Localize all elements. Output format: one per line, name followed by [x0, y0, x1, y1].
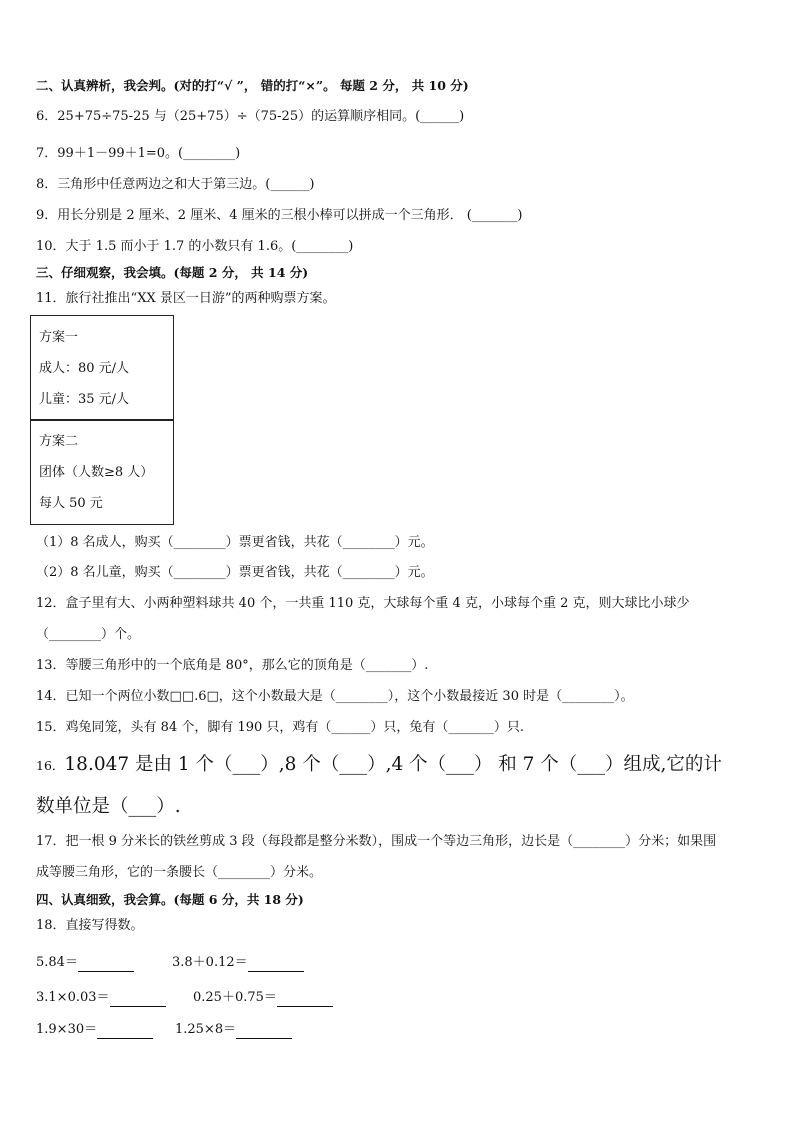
question-16-line-1 [36, 754, 722, 777]
question-8: 8．三角形中任意两边之和大于第三边。(______) [36, 177, 315, 192]
question-17-line-2: 成等腰三角形，它的一条腰长（________）分米。 [36, 865, 323, 880]
plan-one-title: 方案一 [39, 330, 79, 345]
question-17-line-1: 17．把一根 9 分米长的铁丝剪成 3 段（每段都是整分米数），围成一个等边三角形，边长是（________）分米；如果围 [36, 834, 717, 849]
question-12-line-1: 12．盒子里有大、小两种塑料球共 40 个，一共重 110 克，大球每个重 4 克，小球每个重 2 克，则大球比小球少 [36, 596, 690, 611]
section2-heading: 二、认真辨析，我会判。(对的打“√ ”， 错的打“×”。 每题 2 分， 共 10 分) [36, 78, 469, 93]
calc-1 [36, 955, 134, 972]
question-16-number: 16． [36, 758, 65, 773]
calc-4 [193, 990, 333, 1007]
plan-two-group-condition: 团体（人数≥8 人） [39, 465, 154, 480]
plan-one-adult-price: 成人：80 元/人 [39, 361, 130, 376]
question-15: 15．鸡兔同笼，头有 84 个，脚有 190 只，鸡有（______）只，兔有（_______）只. [36, 720, 525, 735]
plan-two-box [30, 419, 174, 525]
question-11-part-1: （1）8 名成人，购买（________）票更省钱，共花（________）元。 [36, 535, 434, 550]
calc-1-expr: 5.84＝ [36, 955, 78, 970]
calc-5 [36, 1022, 153, 1039]
plan-two-title: 方案二 [39, 434, 79, 449]
calc-3 [36, 990, 166, 1007]
question-14: 14．已知一个两位小数□□.6□，这个小数最大是（________），这个小数最接近 30 时是（________）。 [36, 689, 634, 704]
section4-heading: 四、认真细致，我会算。(每题 6 分，共 18 分) [36, 892, 304, 907]
answer-blank[interactable] [277, 990, 333, 1007]
calc-5-expr: 1.9×30＝ [36, 1022, 98, 1037]
question-9: 9．用长分别是 2 厘米、2 厘米、4 厘米的三根小棒可以拼成一个三角形． (_______) [36, 208, 523, 223]
answer-blank[interactable] [236, 1022, 292, 1039]
calc-6 [175, 1022, 292, 1039]
question-11-part-2: （2）8 名儿童，购买（________）票更省钱，共花（________）元。 [36, 565, 434, 580]
plan-one-box [30, 315, 174, 421]
calc-4-expr: 0.25＋0.75＝ [193, 990, 277, 1005]
question-16-text: 18.047 是由 1 个（___）,8 个（___）,4 个（___） 和 7 个（___）组成,它的计 [64, 754, 722, 775]
answer-blank[interactable] [110, 990, 166, 1007]
question-11: 11．旅行社推出“XX 景区一日游”的两种购票方案。 [36, 291, 336, 306]
answer-blank[interactable] [78, 955, 134, 972]
question-12-line-2: （________）个。 [36, 627, 141, 642]
calc-2-expr: 3.8＋0.12＝ [172, 955, 248, 970]
question-7: 7．99＋1－99＋1=0。(________) [36, 146, 241, 161]
question-16-line-2: 数单位是（___）. [36, 796, 181, 817]
answer-blank[interactable] [248, 955, 304, 972]
calc-6-expr: 1.25×8＝ [175, 1022, 237, 1037]
question-18: 18．直接写得数。 [36, 918, 144, 933]
section3-heading: 三、仔细观察，我会填。(每题 2 分， 共 14 分) [36, 265, 309, 280]
question-13: 13．等腰三角形中的一个底角是 80°，那么它的顶角是（_______）. [36, 658, 429, 673]
plan-one-child-price: 儿童：35 元/人 [39, 392, 130, 407]
calc-2 [172, 955, 304, 972]
question-10: 10．大于 1.5 而小于 1.7 的小数只有 1.6。(________) [36, 239, 354, 254]
calc-3-expr: 3.1×0.03＝ [36, 990, 110, 1005]
question-6: 6．25+75÷75-25 与（25+75）÷（75-25）的运算顺序相同。(______) [36, 109, 465, 124]
answer-blank[interactable] [97, 1022, 153, 1039]
plan-two-price: 每人 50 元 [39, 496, 103, 511]
